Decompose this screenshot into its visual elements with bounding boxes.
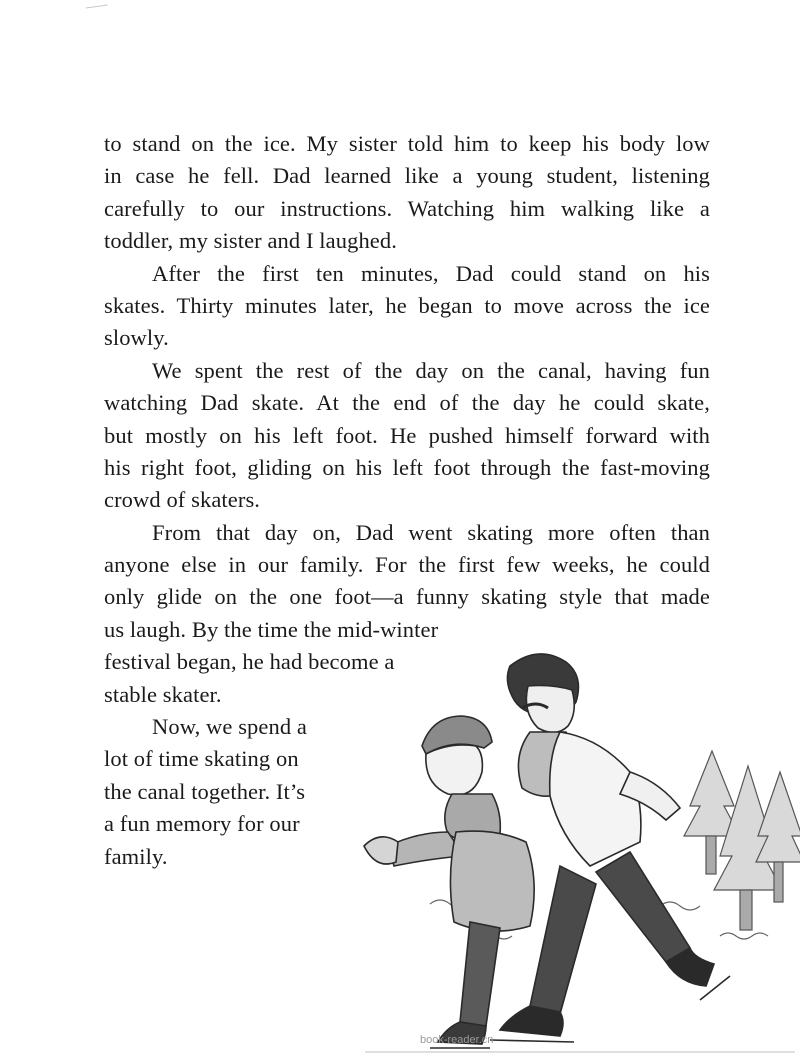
text-line: the canal together. It’s — [104, 778, 306, 804]
text-line: Now, we spend a — [152, 714, 308, 740]
text-line: toddler, my sister and I laughed. — [104, 228, 397, 254]
text-line: stable skater. — [104, 681, 222, 707]
text-line: watching Dad skate. At the end of the day he could skate, — [104, 390, 710, 416]
snowy-trees — [684, 751, 800, 930]
text-line: us laugh. By the time the mid-winter — [104, 616, 439, 642]
text-line: his right foot, gliding on his left foot through the fast-moving — [104, 454, 710, 480]
story-paragraph — [104, 258, 710, 355]
girl-figure — [364, 716, 534, 1048]
text-line: From that day on, Dad went skating more often than — [152, 519, 710, 545]
text-line: to stand on the ice. My sister told him to keep his body low — [104, 131, 710, 156]
skating-illustration — [360, 636, 800, 1058]
text-line: slowly. — [104, 325, 169, 351]
text-line: family. — [104, 843, 168, 869]
text-line: We spent the rest of the day on the canal, having fun — [152, 357, 710, 383]
text-line: crowd of skaters. — [104, 487, 261, 513]
text-line: anyone else in our family. For the first few weeks, he could — [104, 552, 710, 578]
text-line: in case he fell. Dad learned like a young student, listening — [104, 163, 710, 189]
text-line: skates. Thirty minutes later, he began to move across the ice — [104, 292, 710, 318]
text-line: only glide on the one foot—a funny skating style that made — [104, 584, 710, 610]
story-paragraph — [104, 128, 710, 258]
text-line: festival began, he had become a — [104, 649, 395, 675]
text-line: lot of time skating on — [104, 746, 299, 772]
page-corner-mark — [86, 4, 108, 11]
text-line: but mostly on his left foot. He pushed himself forward with — [104, 422, 710, 448]
watermark: book-reader.cn — [420, 1034, 494, 1046]
text-line: carefully to our instructions. Watching him walking like a — [104, 195, 710, 221]
story-paragraph — [104, 355, 710, 517]
text-line: a fun memory for our — [104, 811, 300, 837]
text-line: After the first ten minutes, Dad could stand on his — [152, 260, 710, 286]
